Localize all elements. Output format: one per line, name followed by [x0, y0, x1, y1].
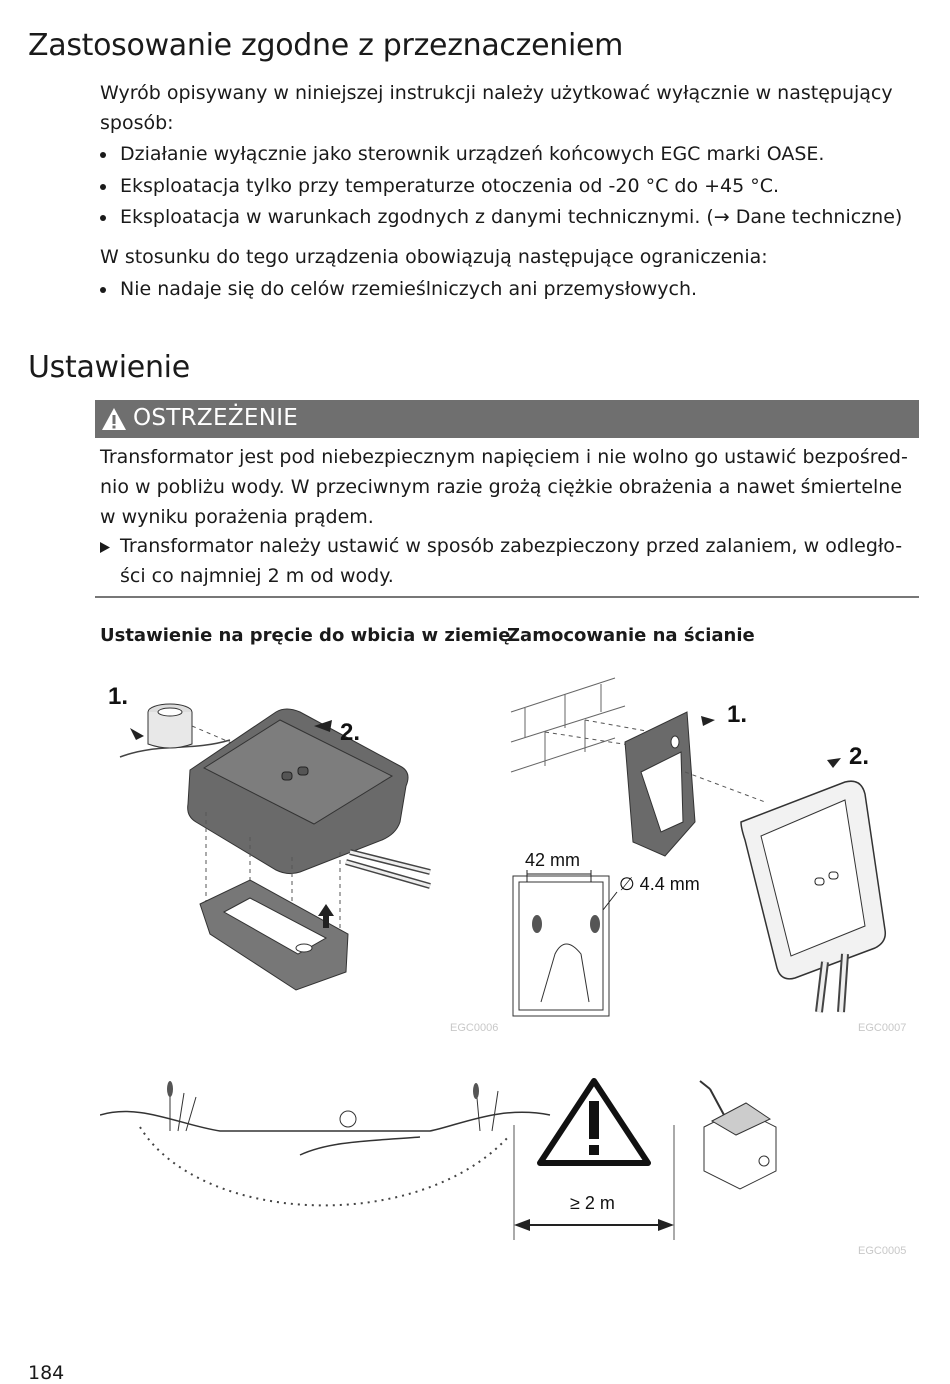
step-1-label: 1. [108, 683, 129, 710]
warning-text [100, 442, 908, 532]
warning-line-2: nio w pobliżu wody. W przeciwnym razie grożą ciężkie obrażenia a nawet śmiertelne [100, 476, 903, 498]
divider [95, 596, 919, 598]
intro-line-2: sposób: [100, 112, 174, 134]
figure-code: EGC0006 [450, 1022, 499, 1034]
dimension-hole: ∅ 4.4 mm [619, 874, 700, 894]
warning-triangle-icon [101, 407, 127, 431]
warning-action-line-1: Transformator należy ustawić w sposób zabezpieczony przed zalaniem, w odległo- [120, 535, 903, 557]
bullet-text: Działanie wyłącznie jako sterownik urządzeń końcowych EGC marki OASE. [120, 143, 825, 165]
intro-line-1: Wyrób opisywany w niniejszej instrukcji należy użytkować wyłącznie w następujący [100, 82, 893, 104]
distance-label: ≥ 2 m [570, 1193, 615, 1213]
subheading-ground-spike: Ustawienie na pręcie do wbicia w ziemię [100, 625, 511, 646]
bullet-text: Eksploatacja tylko przy temperaturze otoczenia od -20 °C do +45 °C. [120, 175, 780, 197]
page-number: 184 [28, 1362, 65, 1384]
figure-code: EGC0005 [858, 1245, 907, 1257]
bullet-text: Eksploatacja w warunkach zgodnych z danymi technicznymi. (→ Dane techniczne) [120, 206, 903, 228]
figure-code: EGC0007 [858, 1022, 907, 1034]
ground-spike-illustration [100, 672, 440, 1002]
bullet-text: Nie nadaje się do celów rzemieślniczych ani przemysłowych. [120, 278, 698, 300]
arrow-right-icon [100, 542, 110, 553]
step-2-label: 2. [849, 743, 870, 770]
warning-label: OSTRZEŻENIE [133, 405, 299, 431]
warning-action [100, 531, 902, 591]
section-title-intended-use: Zastosowanie zgodne z przeznaczeniem [28, 28, 624, 63]
warning-line-3: w wyniku porażenia prądem. [100, 506, 374, 528]
step-1-label: 1. [727, 701, 748, 728]
section-title-setup: Ustawienie [28, 350, 190, 385]
restriction-intro: W stosunku do tego urządzenia obowiązują następujące ograniczenia: [100, 246, 768, 268]
warning-line-1: Transformator jest pod niebezpiecznym napięciem i nie wolno go ustawić bezpośred- [100, 446, 908, 468]
dimension-width: 42 mm [525, 850, 581, 870]
step-2-label: 2. [340, 719, 361, 746]
intro-text [100, 78, 893, 138]
distance-illustration [100, 1075, 790, 1245]
warning-banner [95, 400, 919, 438]
subheading-wall-mount: Zamocowanie na ścianie [507, 625, 755, 646]
wall-mount-illustration [505, 672, 915, 1022]
warning-action-line-2: ści co najmniej 2 m od wody. [120, 565, 394, 587]
